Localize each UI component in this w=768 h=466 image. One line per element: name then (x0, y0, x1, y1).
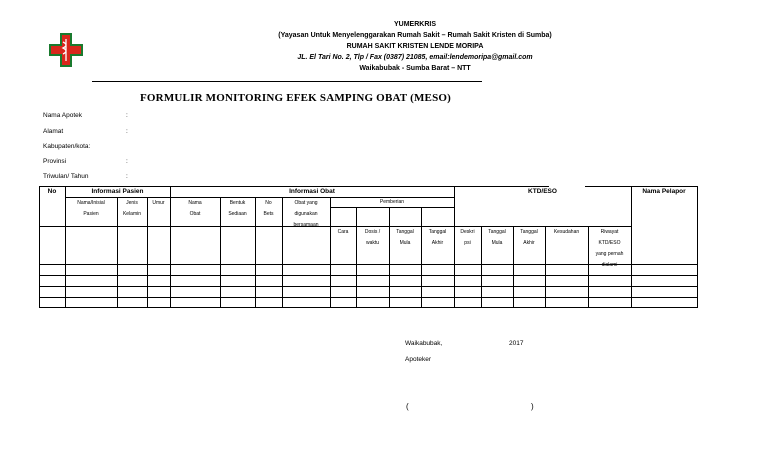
field-label-triwulan: Triwulan/ Tahun (43, 173, 89, 180)
col-header-no-bets: No Bets (263, 200, 274, 217)
col-header-dosis-waktu: Dosis / waktu (364, 229, 381, 246)
col-header-ktd-tanggal-mula: Tanggal Mula (488, 229, 506, 246)
signature-close-paren: ) (531, 402, 534, 411)
field-colon: : (126, 158, 128, 165)
col-header-informasi-obat: Informasi Obat (289, 188, 335, 195)
col-header-informasi-pasien: Informasi Pasien (91, 188, 144, 195)
field-label-kabupaten: Kabupaten/kota: (43, 143, 91, 150)
col-header-nama-inisial: Nama/Inisial Pasien (77, 200, 105, 217)
col-header-nama-obat: Nama Obat (188, 200, 202, 217)
signature-role: Apoteker (405, 356, 432, 363)
signature-place: Waikabubak, (405, 340, 443, 347)
field-colon: : (126, 173, 128, 180)
signature-year: 2017 (509, 340, 524, 347)
col-header-no: No (47, 188, 57, 195)
field-label-provinsi: Provinsi (43, 158, 67, 165)
col-header-deskripsi: Deskri psi (460, 229, 475, 246)
col-header-cara: Cara (337, 229, 349, 235)
field-colon: : (126, 128, 128, 135)
col-header-tanggal-mula: Tanggal Mula (396, 229, 414, 246)
col-header-tanggal-akhir: Tanggal Akhir (428, 229, 447, 246)
field-label-alamat: Alamat (43, 128, 64, 135)
hospital-address: JL. El Tari No. 2, Tlp / Fax (0387) 21085, email:lendemoripa@gmail.com (297, 54, 533, 61)
col-header-ktd-eso: KTD/ESO (528, 188, 557, 195)
col-header-obat-bersamaan: Obat yang digunakan bersamaan (293, 200, 319, 228)
field-colon: : (126, 112, 128, 119)
form-title: FORMULIR MONITORING EFEK SAMPING OBAT (MESO) (140, 92, 452, 104)
col-header-riwayat: Riwayat KTD/ESO yang pernah dialami (595, 229, 624, 268)
col-header-bentuk-sediaan: Bentuk Sediaan (228, 200, 247, 217)
col-header-jenis-kelamin: Jenis Kelamin (122, 200, 142, 217)
col-header-kesudahan: Kesudahan (553, 229, 580, 235)
col-header-ktd-tanggal-akhir: Tanggal Akhir (520, 229, 538, 246)
org-name: YUMERKRIS (393, 21, 436, 28)
col-header-nama-pelapor: Nama Pelapor (642, 188, 686, 195)
foundation-name: (Yayasan Untuk Menyelenggarakan Rumah Sakit – Rumah Sakit Kristen di Sumba) (278, 32, 552, 39)
hospital-city: Waikabubak - Sumba Barat – NTT (359, 65, 471, 72)
col-header-pemberian: Pemberian (379, 199, 405, 205)
signature-open-paren: ( (406, 402, 409, 411)
hospital-name: RUMAH SAKIT KRISTEN LENDE MORIPA (346, 43, 484, 50)
col-header-umur: Umur (152, 200, 165, 206)
field-label-nama-apotek: Nama Apotek (43, 112, 83, 119)
